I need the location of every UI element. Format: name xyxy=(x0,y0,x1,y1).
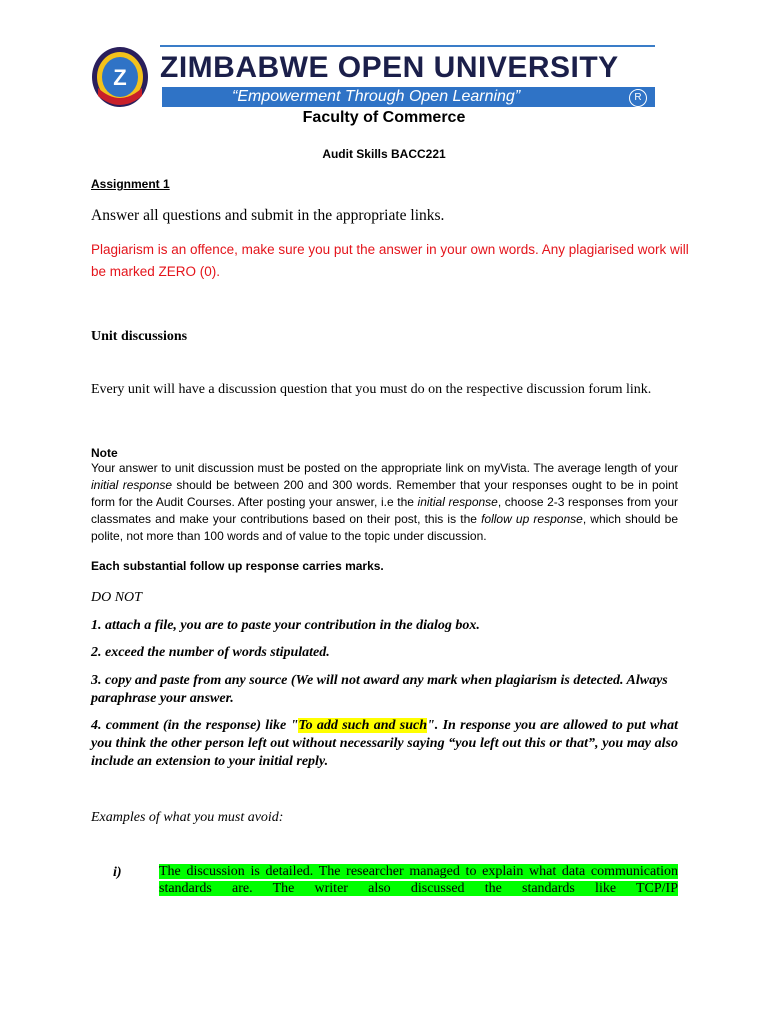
university-seal-logo xyxy=(90,44,150,108)
seal-letter: Z xyxy=(113,65,127,90)
marks-line: Each substantial follow up response carries marks. xyxy=(91,559,384,573)
example-marker: i) xyxy=(113,865,122,880)
faculty-title: Faculty of Commerce xyxy=(302,109,466,126)
example-highlight: The discussion is detailed. The researcher managed to explain what data communication standards are. The writer also discussed the standards like TCP/IP xyxy=(159,864,678,896)
course-title: Audit Skills BACC221 xyxy=(322,147,446,161)
university-name: ZIMBABWE OPEN UNIVERSITY xyxy=(160,45,655,87)
item4-text-b: ". In response you are allowed to put what you think the other person left out without necessarily saying “you left out this or that”, you may also include an extension to your initial reply. xyxy=(91,718,678,769)
item4-text-a: 4. comment (in the response) like " xyxy=(91,718,299,733)
plagiarism-warning: Plagiarism is an offence, make sure you put the answer in your own words. Any plagiarised work will be marked ZERO (0). xyxy=(91,242,689,279)
registered-mark-icon: R xyxy=(629,89,647,107)
note-emphasis-3: follow up response xyxy=(481,512,583,526)
do-not-item-3: 3. copy and paste from any source (We will not award any mark when plagiarism is detected. Always paraphrase your answer. xyxy=(91,673,668,706)
note-emphasis-2: initial response xyxy=(417,495,498,509)
unit-discussions-heading: Unit discussions xyxy=(91,329,188,344)
item4-highlight: To add such and such xyxy=(298,718,428,733)
do-not-item-2: 2. exceed the number of words stipulated. xyxy=(91,645,330,660)
note-text-1: Your answer to unit discussion must be posted on the appropriate link on myVista. The average length of your xyxy=(91,461,678,475)
note-text-3: , choose 2-3 responses from your classmates and make your contributions based on their post, this is the xyxy=(91,495,678,526)
note-text-4: , which should be polite, not more than 100 words and of value to the topic under discussion. xyxy=(91,512,679,543)
assignment-label: Assignment 1 xyxy=(91,177,170,191)
note-paragraph xyxy=(91,460,678,545)
note-text-2: should be between 200 and 300 words. Remember that your responses ought to be in point form for the Audit Courses. After posting your answer, i.e the xyxy=(91,478,678,509)
motto: “Empowerment Through Open Learning” xyxy=(232,88,521,105)
example-text xyxy=(159,863,678,897)
note-emphasis-1: initial response xyxy=(91,478,173,492)
instruction-line: Answer all questions and submit in the appropriate links. xyxy=(91,207,445,224)
do-not-item-4 xyxy=(91,717,678,771)
do-not-item-1: 1. attach a file, you are to paste your contribution in the dialog box. xyxy=(91,618,480,633)
motto-band xyxy=(162,87,655,107)
examples-heading: Examples of what you must avoid: xyxy=(91,810,284,825)
do-not-heading-text: DO NOT xyxy=(91,590,142,605)
unit-discussions-body: Every unit will have a discussion question that you must do on the respective discussion forum link. xyxy=(91,382,652,397)
do-not-heading xyxy=(91,589,142,607)
note-label: Note xyxy=(91,446,118,460)
